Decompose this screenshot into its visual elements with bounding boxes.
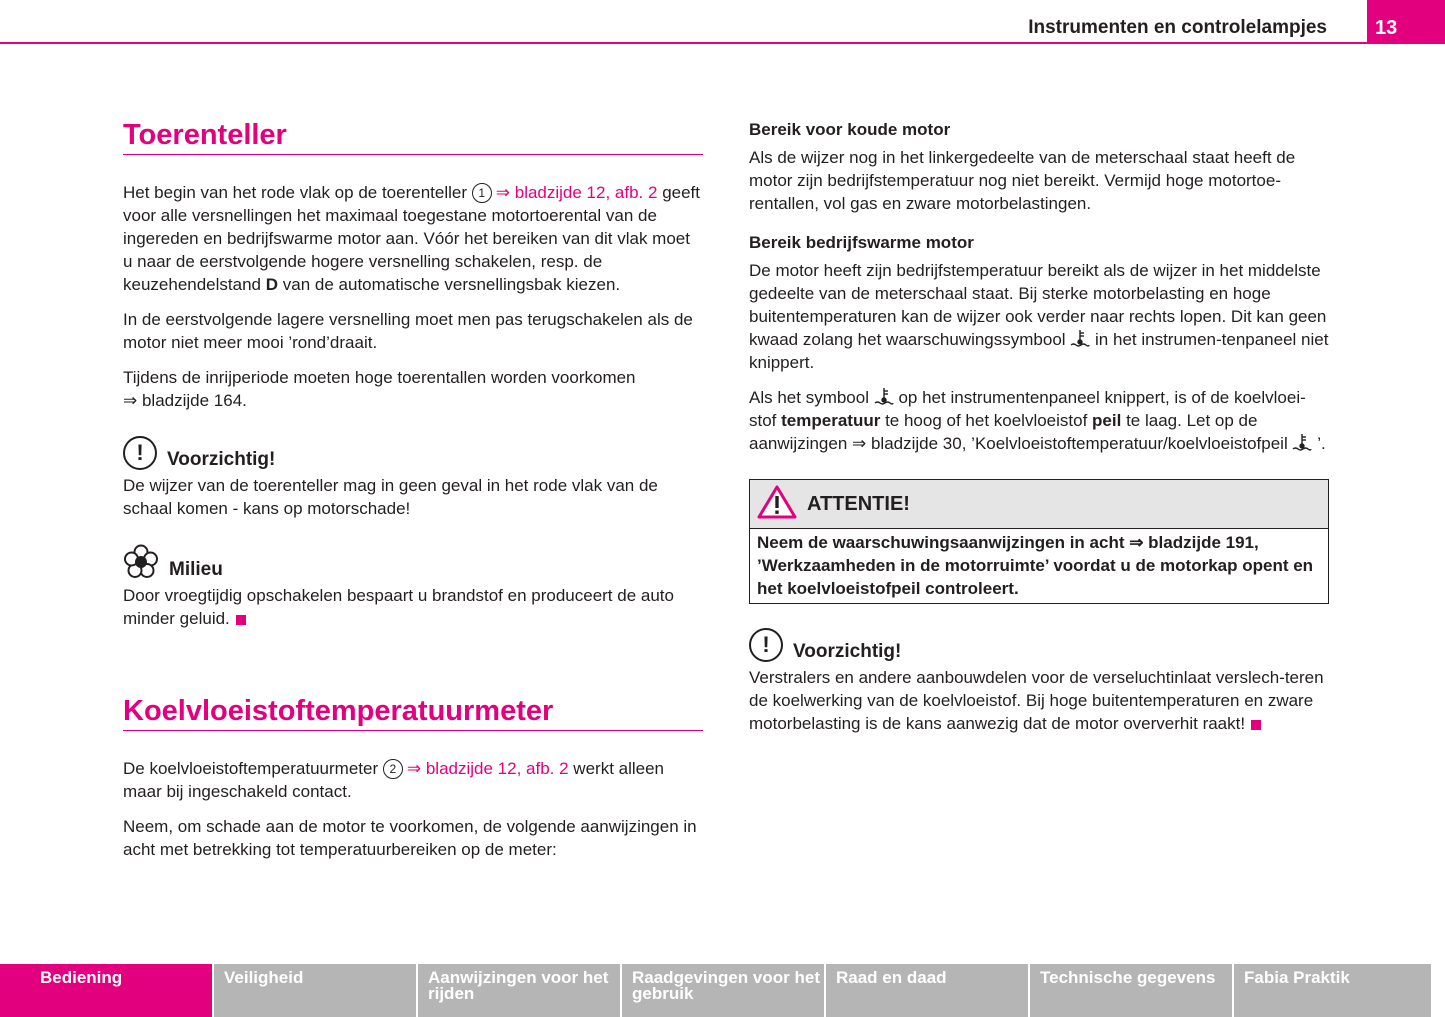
caution-text-1: De wijzer van de toerenteller mag in geen geval in het rode vlak van de schaal komen - kans op motorschade!: [123, 476, 658, 518]
paragraph-toerenteller-1: [123, 181, 703, 296]
footer-tab-bediening[interactable]: Bediening: [0, 964, 212, 1017]
caution-label: Voorzichtig!: [167, 449, 276, 470]
text: Het begin van het rode vlak op de toerenteller: [123, 183, 468, 202]
text: te laag. Let op de aanwijzingen ⇒ bladzijde 30, ’Koelvloeistoftemperatuur/koelvloeistofpeil: [749, 411, 1288, 453]
footer-tab-veiligheid[interactable]: Veiligheid: [214, 964, 416, 1017]
caution-heading-1: [123, 436, 703, 470]
footer-tab-technische-gegevens[interactable]: Technische gegevens: [1030, 964, 1232, 1017]
text: ’.: [1317, 434, 1326, 453]
exclamation-circle-icon: !: [749, 628, 783, 662]
text: werkt alleen maar bij ingeschakeld contact.: [123, 759, 665, 801]
text: te hoog of het koelvloeistof: [885, 411, 1088, 430]
header-title: Instrumenten en controlelampjes: [1028, 17, 1327, 38]
text: geeft voor alle versnellingen het maximaal toegestane motortoerental van de ingereden en bedrijfswarme motor aan. Vóór het bereiken van dit vlak moet u naar de eerstvolgende hogere versnelling schakelen, resp. de keuzehendelstand: [123, 183, 700, 294]
text: De koelvloeistoftemperatuurmeter: [123, 759, 379, 778]
paragraph-koelvloeistof-1: [123, 757, 703, 803]
text: Verstralers en andere aanbouwdelen voor de verseluchtinlaat verslech-teren de koelwerking van de koelvloeistof. Bij hoge buitentemperaturen en zware motorbelasting is de kans aanwezig dat de motor oververhit raakt!: [749, 668, 1324, 733]
footer-nav: [0, 964, 1445, 1017]
attention-header: [750, 480, 1328, 529]
heading-warm-engine: Bereik bedrijfswarme motor: [749, 233, 974, 252]
attention-label: ATTENTIE!: [807, 492, 910, 515]
paragraph-symbol-blinking: [749, 386, 1329, 455]
coolant-temperature-icon: [1292, 434, 1317, 453]
text: Door vroegtijdig opschakelen bespaart u brandstof en produceert de auto minder geluid.: [123, 586, 674, 628]
ref-link-1[interactable]: bladzijde 12, afb. 2: [514, 183, 658, 202]
ref-link-2[interactable]: bladzijde 12, afb. 2: [425, 759, 569, 778]
coolant-temperature-icon: [874, 388, 899, 407]
environment-label: Milieu: [169, 559, 223, 580]
caution-label: Voorzichtig!: [793, 641, 902, 662]
environment-heading: [123, 544, 703, 580]
page-reference[interactable]: ⇒ bladzijde 164.: [123, 391, 247, 410]
text: Tijdens de inrijperiode moeten hoge toerentallen worden voorkomen: [123, 368, 636, 387]
footer-tab-fabia-praktik[interactable]: Fabia Praktik: [1234, 964, 1431, 1017]
footer-tab-raad-en-daad[interactable]: Raad en daad: [826, 964, 1028, 1017]
end-square-icon: [1251, 720, 1261, 730]
end-square-icon: [236, 615, 246, 625]
coolant-temperature-icon: [1070, 330, 1095, 349]
section-title-toerenteller: Toerenteller: [123, 114, 703, 155]
footer-tab-aanwijzingen[interactable]: Aanwijzingen voor het rijden: [418, 964, 620, 1017]
text: op het instrumentenpaneel knippert, is of de koelvloei-stof: [749, 388, 1306, 430]
left-column: [123, 114, 703, 861]
environment-text: [123, 584, 703, 630]
text: De motor heeft zijn bedrijfstemperatuur bereikt als de wijzer in het middelste gedeelte van de meterschaal staat. Bij sterke motorbelasting en hoge buitentemperaturen kan de wijzer ook verder naar rechts lopen. Dit kan geen kwaad zolang het waarschuwingssymbool: [749, 261, 1327, 349]
caution-text-2: [749, 666, 1329, 735]
paragraph-cold-engine: Als de wijzer nog in het linkergedeelte van de meterschaal staat heeft de motor zijn bedrijfstemperatuur nog niet bereikt. Vermijd hoge motortoe-rentallen, vol gas en zware motorbelastingen.: [749, 148, 1296, 213]
ref-number-2: 2: [383, 759, 403, 779]
paragraph-toerenteller-2: In de eerstvolgende lagere versnelling moet men pas terugschakelen als de motor niet meer mooi ’rond’draait.: [123, 310, 693, 352]
paragraph-toerenteller-3: [123, 366, 703, 412]
attention-text: Neem de waarschuwingsaanwijzingen in acht ⇒ bladzijde 191, ’Werkzaamheden in de motorruimte’ voordat u de motorkap opent en het koelvloeistofpeil controleert.: [757, 533, 1314, 598]
attention-box: [749, 479, 1329, 604]
bold-text: D: [265, 275, 279, 294]
header-rule: [0, 42, 1445, 44]
text: in het instrumen-tenpaneel niet knippert.: [749, 330, 1329, 372]
caution-heading-2: [749, 628, 1329, 662]
text: Als het symbool: [749, 388, 869, 407]
paragraph-koelvloeistof-2: Neem, om schade aan de motor te voorkomen, de volgende aanwijzingen in acht met betrekking tot temperatuurbereiken op de meter:: [123, 817, 697, 859]
right-column: [749, 114, 1329, 735]
footer-tab-raadgevingen[interactable]: Raadgevingen voor het gebruik: [622, 964, 824, 1017]
heading-cold-engine: Bereik voor koude motor: [749, 120, 951, 139]
exclamation-circle-icon: !: [123, 436, 157, 470]
bold-text: peil: [1092, 411, 1122, 430]
paragraph-warm-engine: [749, 259, 1329, 374]
bold-text: temperatuur: [781, 411, 881, 430]
ref-number-1: 1: [472, 183, 492, 203]
ref-arrow[interactable]: ⇒: [495, 183, 510, 202]
warning-triangle-icon: [757, 485, 797, 524]
ref-arrow[interactable]: ⇒: [406, 759, 422, 778]
flower-icon: [123, 544, 159, 580]
text: van de automatische versnellingsbak kiezen.: [282, 275, 621, 294]
section-title-koelvloeistof: Koelvloeistoftemperatuurmeter: [123, 690, 703, 731]
page-number: 13: [1367, 0, 1445, 43]
